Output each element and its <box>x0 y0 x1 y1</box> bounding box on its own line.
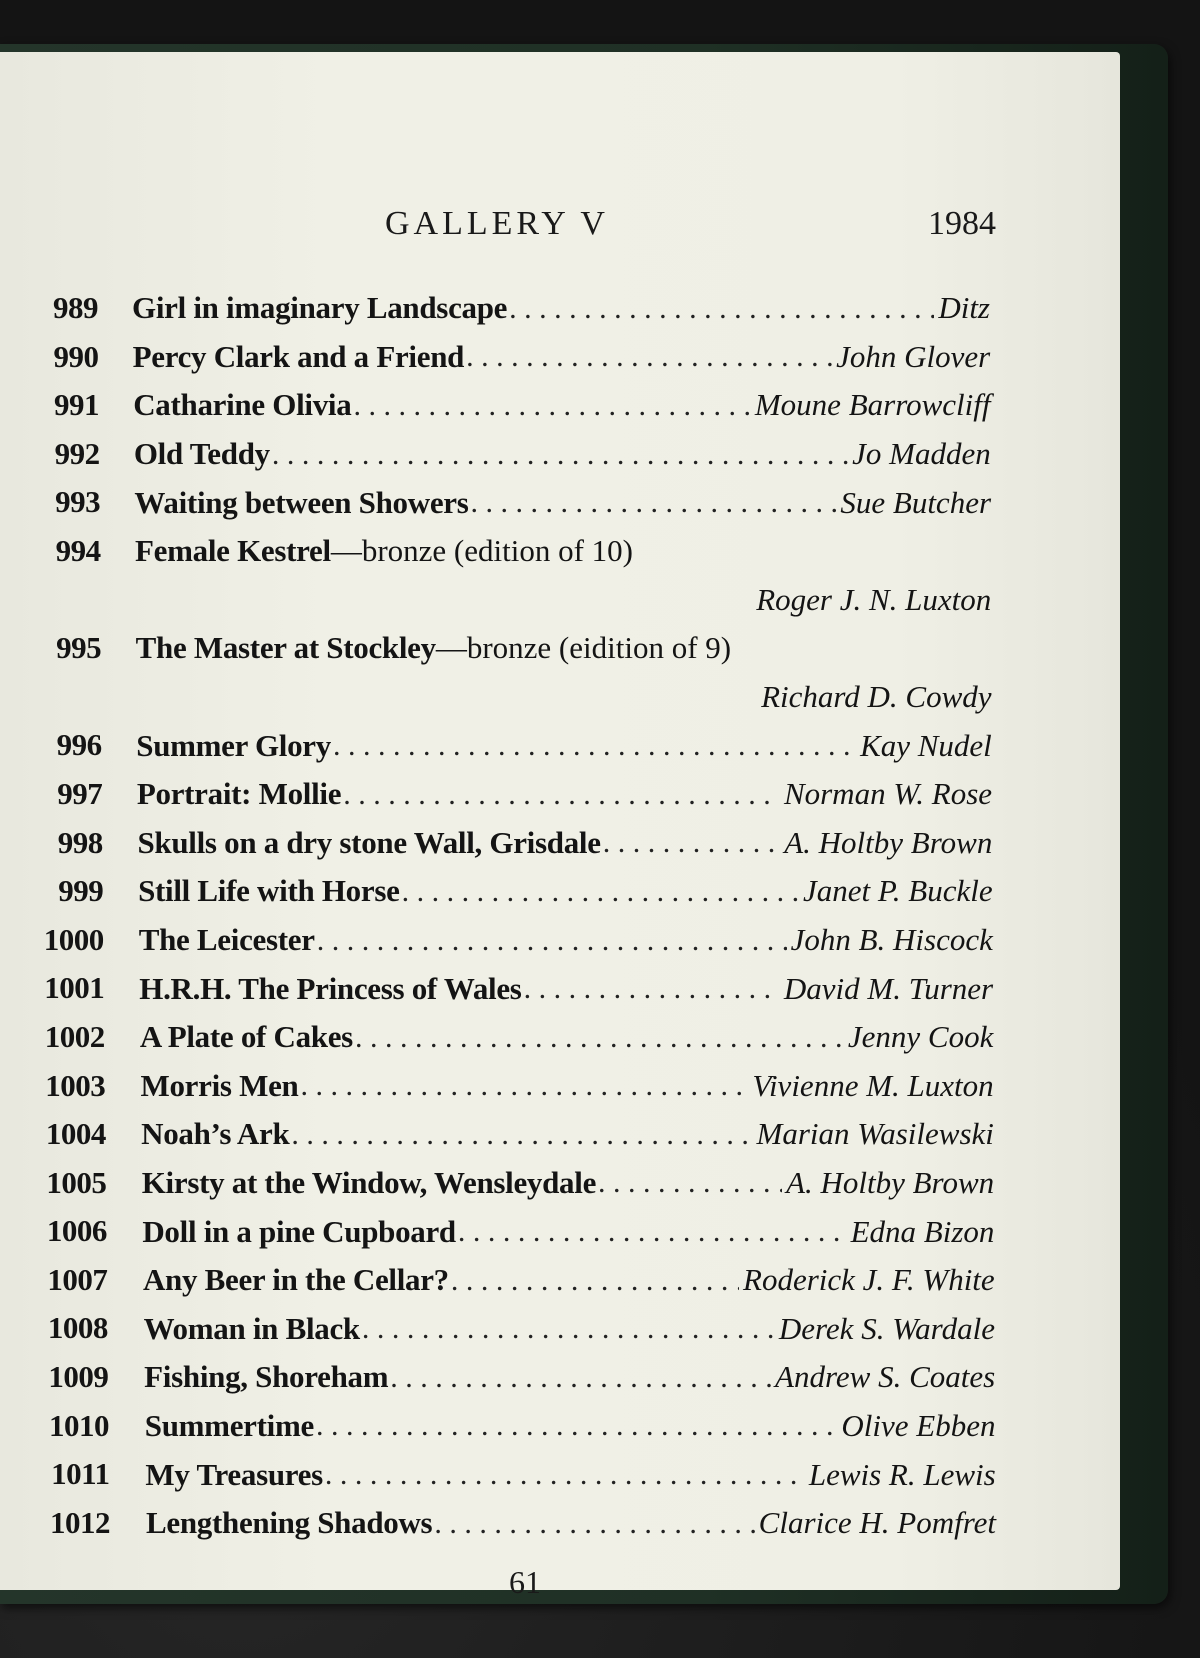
entry-line <box>137 819 992 868</box>
dot-leader <box>353 381 750 430</box>
artwork-title: Old Teddy <box>133 436 270 472</box>
list-item <box>0 381 1120 430</box>
artwork-title: Female Kestrel <box>135 533 331 569</box>
list-item <box>0 721 1120 770</box>
artwork-title: The Master at Stockley <box>135 630 436 666</box>
entry-line <box>146 1499 996 1548</box>
catalogue-number: 1005 <box>46 1164 107 1200</box>
dot-leader <box>325 1450 805 1499</box>
entry-line <box>133 333 991 382</box>
list-item <box>0 964 1120 1013</box>
dot-leader <box>451 1256 739 1305</box>
entry-line <box>138 867 993 916</box>
list-item <box>0 1013 1120 1062</box>
artist-name: A. Holtby Brown <box>784 824 993 860</box>
artwork-medium: —bronze (edition of 10) <box>330 533 633 569</box>
catalogue-number: 989 <box>53 290 98 325</box>
entry-line <box>136 721 992 770</box>
list-item <box>0 916 1120 965</box>
entry-line <box>134 478 991 527</box>
page-header <box>0 204 1120 244</box>
catalogue-number: 1001 <box>44 970 105 1006</box>
entry-line <box>143 1256 995 1305</box>
artist-name: John B. Hiscock <box>790 922 993 958</box>
artist-name: Ditz <box>938 290 990 326</box>
entry-line <box>139 964 993 1013</box>
artwork-title: The Leicester <box>138 922 315 958</box>
list-item <box>0 527 1120 624</box>
catalogue-number: 1007 <box>47 1261 108 1297</box>
list-item <box>0 430 1120 479</box>
dot-leader <box>524 964 780 1013</box>
list-item <box>0 1256 1120 1305</box>
dot-leader <box>317 916 787 965</box>
dot-leader <box>343 770 780 819</box>
entry-line <box>145 1450 995 1499</box>
artwork-title: Catharine Olivia <box>133 387 352 423</box>
dot-leader <box>509 284 934 333</box>
entry-line <box>144 1353 995 1402</box>
list-item <box>0 333 1120 382</box>
artist-name: Edna Bizon <box>850 1213 995 1249</box>
list-item <box>0 1159 1120 1208</box>
artist-name: Jenny Cook <box>847 1019 994 1055</box>
artist-name: Roderick J. F. White <box>743 1262 995 1298</box>
dot-leader <box>362 1304 775 1353</box>
artist-name: Derek S. Wardale <box>778 1310 995 1346</box>
catalogue-number: 996 <box>56 727 102 763</box>
list-item <box>0 770 1120 819</box>
catalogue-year: 1984 <box>928 205 996 242</box>
artwork-title: My Treasures <box>145 1456 323 1492</box>
list-item <box>0 284 1120 333</box>
page-number: 61 <box>509 1564 541 1600</box>
entry-line <box>135 527 991 576</box>
entry-line <box>132 284 990 333</box>
artist-name: Kay Nudel <box>860 727 992 763</box>
catalogue-number: 1009 <box>48 1359 109 1395</box>
list-item <box>0 1207 1120 1256</box>
artwork-title: Kirsty at the Window, Wensleydale <box>141 1164 597 1200</box>
entry-list <box>0 284 1120 1547</box>
dot-leader <box>471 478 837 527</box>
catalogue-number: 1002 <box>44 1018 105 1054</box>
dot-leader <box>291 1110 752 1159</box>
artwork-title: Doll in a pine Cupboard <box>142 1213 456 1249</box>
list-item <box>0 1353 1120 1402</box>
entry-line <box>141 1062 994 1111</box>
artwork-title: H.R.H. The Princess of Wales <box>139 970 522 1006</box>
artwork-title: A Plate of Cakes <box>139 1019 353 1055</box>
list-item <box>0 1450 1120 1499</box>
artwork-title: Waiting between Showers <box>134 484 469 520</box>
list-item <box>0 867 1120 916</box>
artwork-title: Skulls on a dry stone Wall, Grisdale <box>137 824 601 860</box>
catalogue-page <box>0 52 1120 1600</box>
artist-name: Clarice H. Pomfret <box>758 1505 996 1541</box>
catalogue-number: 1000 <box>43 921 104 957</box>
artwork-title: Girl in imaginary Landscape <box>132 290 508 326</box>
artist-name: Roger J. N. Luxton <box>756 581 992 617</box>
list-item <box>0 1402 1120 1451</box>
list-item <box>0 819 1120 868</box>
entry-line <box>137 770 992 819</box>
dot-leader <box>434 1499 754 1548</box>
dot-leader <box>603 818 781 867</box>
artwork-title: Lengthening Shadows <box>146 1505 433 1541</box>
dot-leader <box>466 332 832 381</box>
catalogue-number: 999 <box>58 873 104 909</box>
artist-name: Moune Barrowcliff <box>754 387 991 423</box>
list-item <box>0 1304 1120 1353</box>
list-item <box>0 624 1120 721</box>
dot-leader <box>300 1061 748 1110</box>
catalogue-number: 1012 <box>50 1504 110 1540</box>
artwork-title: Noah’s Ark <box>141 1116 290 1152</box>
dot-leader <box>458 1207 847 1256</box>
artwork-title: Percy Clark and a Friend <box>132 338 465 374</box>
dot-leader <box>355 1013 844 1062</box>
dot-leader <box>272 430 848 479</box>
catalogue-number: 992 <box>54 435 100 471</box>
catalogue-number: 1004 <box>45 1116 106 1152</box>
artist-name: Richard D. Cowdy <box>761 678 992 714</box>
entry-line <box>142 1159 994 1208</box>
artwork-title: Any Beer in the Cellar? <box>142 1262 449 1298</box>
dot-leader <box>390 1353 771 1402</box>
catalogue-number: 995 <box>56 630 102 666</box>
artwork-title: Fishing, Shoreham <box>144 1359 389 1395</box>
artist-name: Jo Madden <box>852 436 991 472</box>
artwork-medium: —bronze (eidition of 9) <box>435 630 732 666</box>
catalogue-number: 998 <box>57 824 103 860</box>
dot-leader <box>333 721 856 770</box>
catalogue-number: 990 <box>53 338 99 374</box>
entry-line <box>140 1013 993 1062</box>
catalogue-number: 994 <box>55 532 101 568</box>
artist-name: Janet P. Buckle <box>802 873 993 909</box>
list-item <box>0 1110 1120 1159</box>
artist-name: Lewis R. Lewis <box>808 1456 996 1492</box>
artist-name: Norman W. Rose <box>783 776 993 812</box>
list-item <box>0 478 1120 527</box>
dot-leader <box>402 867 799 916</box>
artist-name: John Glover <box>836 338 991 374</box>
artwork-title: Summertime <box>144 1407 314 1443</box>
artwork-title: Morris Men <box>140 1067 299 1103</box>
catalogue-number: 1003 <box>45 1067 106 1103</box>
entry-line <box>141 1110 994 1159</box>
entry-line <box>139 916 993 965</box>
catalogue-number: 1006 <box>46 1213 107 1249</box>
artist-name: Andrew S. Coates <box>775 1359 996 1395</box>
catalogue-number: 1008 <box>47 1310 108 1346</box>
entry-line <box>144 1304 995 1353</box>
entry-line <box>134 430 991 479</box>
catalogue-number: 1010 <box>48 1407 109 1443</box>
artist-name: Marian Wasilewski <box>756 1116 994 1152</box>
artwork-title: Portrait: Mollie <box>136 776 342 812</box>
artist-name: Vivienne M. Luxton <box>752 1067 994 1103</box>
entry-line <box>136 624 992 673</box>
gallery-title: GALLERY V <box>385 205 609 242</box>
entry-line <box>133 381 990 430</box>
artist-name: Olive Ebben <box>841 1407 996 1443</box>
catalogue-number: 997 <box>57 775 103 811</box>
entry-line <box>142 1207 994 1256</box>
artwork-title: Summer Glory <box>136 727 331 763</box>
artwork-title: Woman in Black <box>143 1310 360 1346</box>
list-item <box>0 1062 1120 1111</box>
artist-name: A. Holtby Brown <box>786 1164 995 1200</box>
catalogue-number: 993 <box>55 484 101 520</box>
dot-leader <box>316 1401 837 1450</box>
artist-name: David M. Turner <box>783 970 994 1006</box>
list-item <box>0 1499 1120 1548</box>
artist-name: Sue Butcher <box>840 484 992 520</box>
catalogue-number: 991 <box>54 387 100 423</box>
artwork-title: Still Life with Horse <box>138 873 400 909</box>
dot-leader <box>598 1158 782 1207</box>
catalogue-number: 1011 <box>51 1456 110 1492</box>
entry-line <box>145 1402 996 1451</box>
